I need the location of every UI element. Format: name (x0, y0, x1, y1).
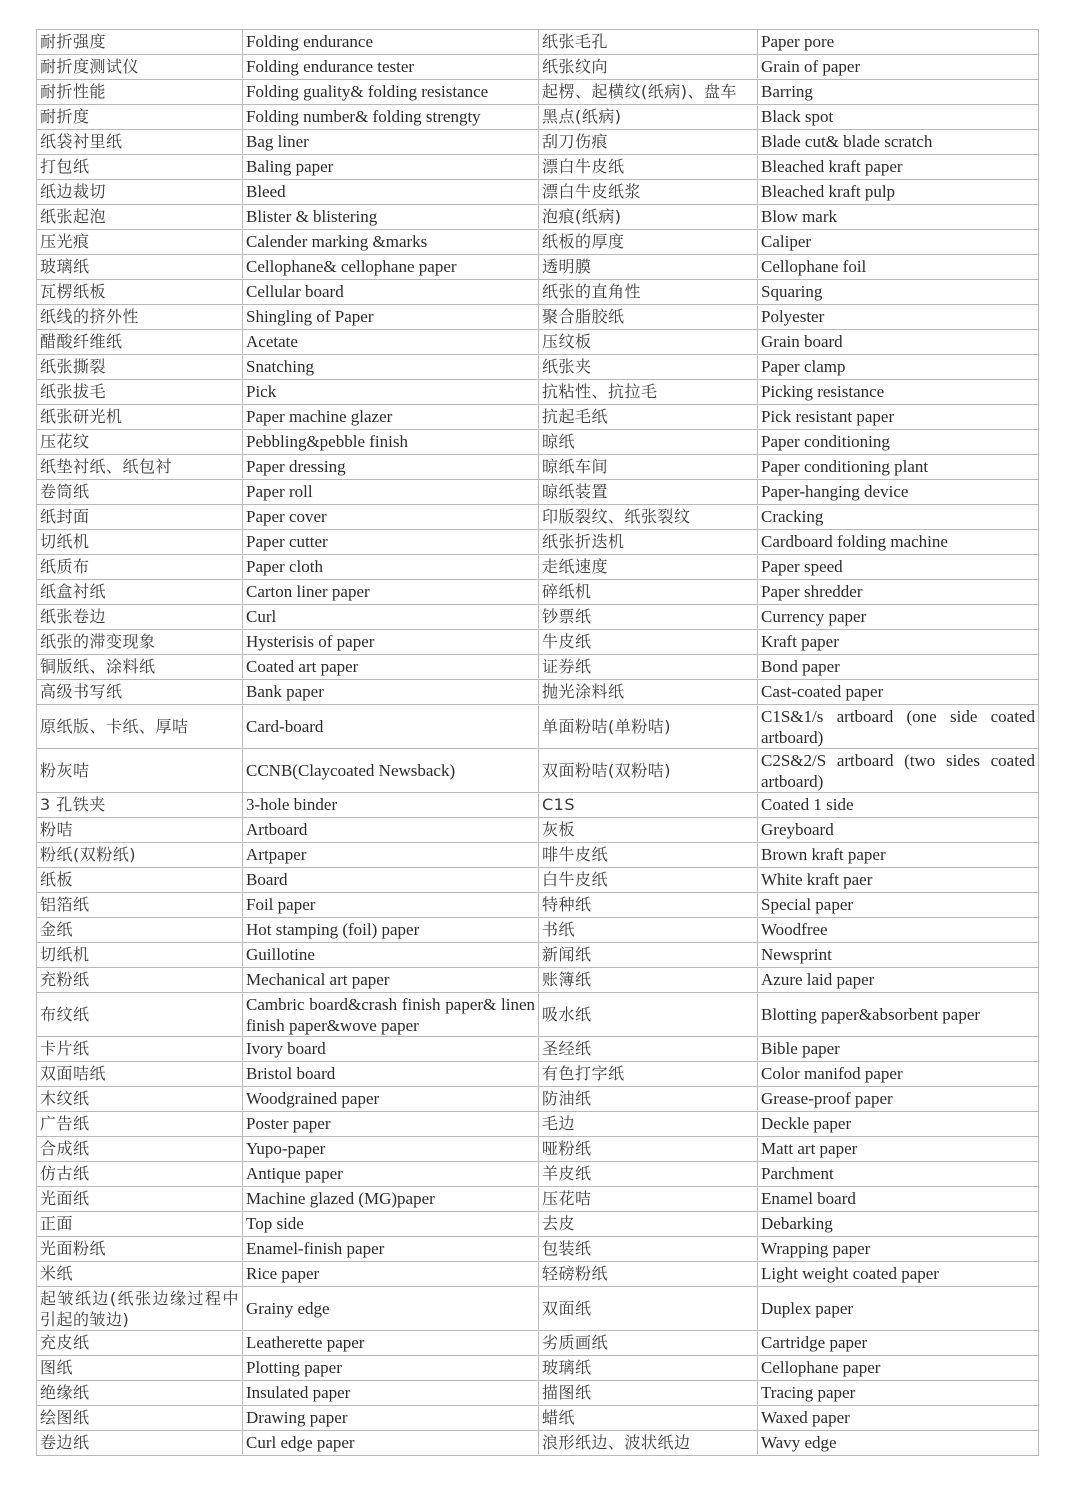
english-term-cell: Bag liner (243, 130, 539, 155)
table-row (37, 1187, 1039, 1212)
chinese-term-cell: 光面纸 (37, 1187, 243, 1212)
chinese-term-cell: 纸张撕裂 (37, 355, 243, 380)
english-term-cell: Deckle paper (758, 1112, 1039, 1137)
table-row (37, 555, 1039, 580)
english-term-cell: Greyboard (758, 818, 1039, 843)
chinese-term-cell: 漂白牛皮纸 (539, 155, 758, 180)
chinese-term-cell: 仿古纸 (37, 1162, 243, 1187)
chinese-term-cell: 白牛皮纸 (539, 868, 758, 893)
english-term-cell: Coated art paper (243, 655, 539, 680)
english-term-cell: C1S&1/s artboard (one side coated artboard) (758, 705, 1039, 749)
english-term-cell: Folding endurance (243, 30, 539, 55)
chinese-term-cell: 蜡纸 (539, 1406, 758, 1431)
chinese-term-cell: 铝箔纸 (37, 893, 243, 918)
chinese-term-cell: 透明膜 (539, 255, 758, 280)
chinese-term-cell: 光面粉纸 (37, 1237, 243, 1262)
table-row (37, 30, 1039, 55)
chinese-term-cell: 布纹纸 (37, 993, 243, 1037)
chinese-term-cell: 压光痕 (37, 230, 243, 255)
chinese-term-cell: 3 孔铁夹 (37, 793, 243, 818)
chinese-term-cell: 卷边纸 (37, 1431, 243, 1456)
table-row (37, 943, 1039, 968)
table-row (37, 818, 1039, 843)
english-term-cell: CCNB(Claycoated Newsback) (243, 749, 539, 793)
english-term-cell: Shingling of Paper (243, 305, 539, 330)
chinese-term-cell: 印版裂纹、纸张裂纹 (539, 505, 758, 530)
table-row (37, 868, 1039, 893)
table-row (37, 580, 1039, 605)
english-term-cell: Blister & blistering (243, 205, 539, 230)
chinese-term-cell: 纸张的滞变现象 (37, 630, 243, 655)
english-term-cell: Hysterisis of paper (243, 630, 539, 655)
chinese-term-cell: 绝缘纸 (37, 1381, 243, 1406)
english-term-cell: Paper cloth (243, 555, 539, 580)
table-row (37, 793, 1039, 818)
table-row (37, 405, 1039, 430)
chinese-term-cell: 浪形纸边、波状纸边 (539, 1431, 758, 1456)
table-row (37, 455, 1039, 480)
english-term-cell: Light weight coated paper (758, 1262, 1039, 1287)
english-term-cell: Wavy edge (758, 1431, 1039, 1456)
table-row (37, 1431, 1039, 1456)
chinese-term-cell: 纸张的直角性 (539, 280, 758, 305)
english-term-cell: Paper pore (758, 30, 1039, 55)
table-row (37, 355, 1039, 380)
chinese-term-cell: 玻璃纸 (37, 255, 243, 280)
chinese-term-cell: 起楞、起横纹(纸病)、盘车 (539, 80, 758, 105)
chinese-term-cell: 晾纸 (539, 430, 758, 455)
chinese-term-cell: 玻璃纸 (539, 1356, 758, 1381)
chinese-term-cell: 纸张研光机 (37, 405, 243, 430)
english-term-cell: Color manifod paper (758, 1062, 1039, 1087)
table-row (37, 1087, 1039, 1112)
chinese-term-cell: 吸水纸 (539, 993, 758, 1037)
english-term-cell: Currency paper (758, 605, 1039, 630)
chinese-term-cell: 聚合脂胶纸 (539, 305, 758, 330)
english-term-cell: Paper clamp (758, 355, 1039, 380)
chinese-term-cell: 卷筒纸 (37, 480, 243, 505)
chinese-term-cell: 新闻纸 (539, 943, 758, 968)
table-row (37, 1062, 1039, 1087)
english-term-cell: Newsprint (758, 943, 1039, 968)
chinese-term-cell: 压纹板 (539, 330, 758, 355)
chinese-term-cell: 证券纸 (539, 655, 758, 680)
english-term-cell: Black spot (758, 105, 1039, 130)
table-row (37, 155, 1039, 180)
english-term-cell: Card-board (243, 705, 539, 749)
chinese-term-cell: 压花纹 (37, 430, 243, 455)
english-term-cell: Folding guality& folding resistance (243, 80, 539, 105)
chinese-term-cell: 纸袋衬里纸 (37, 130, 243, 155)
table-row (37, 1356, 1039, 1381)
english-term-cell: Woodfree (758, 918, 1039, 943)
english-term-cell: C2S&2/S artboard (two sides coated artboard) (758, 749, 1039, 793)
table-row (37, 705, 1039, 749)
chinese-term-cell: 黑点(纸病) (539, 105, 758, 130)
english-term-cell: Kraft paper (758, 630, 1039, 655)
english-term-cell: Paper shredder (758, 580, 1039, 605)
english-term-cell: Guillotine (243, 943, 539, 968)
chinese-term-cell: 纸板的厚度 (539, 230, 758, 255)
table-row (37, 230, 1039, 255)
english-term-cell: Carton liner paper (243, 580, 539, 605)
chinese-term-cell: 双面咭纸 (37, 1062, 243, 1087)
table-row (37, 80, 1039, 105)
english-term-cell: Cambric board&crash finish paper& linen finish paper&wove paper (243, 993, 539, 1037)
table-row (37, 1406, 1039, 1431)
table-row (37, 1262, 1039, 1287)
table-row (37, 1162, 1039, 1187)
chinese-term-cell: 去皮 (539, 1212, 758, 1237)
table-row (37, 1381, 1039, 1406)
chinese-term-cell: 单面粉咭(单粉咭) (539, 705, 758, 749)
chinese-term-cell: 包装纸 (539, 1237, 758, 1262)
english-term-cell: Cellophane paper (758, 1356, 1039, 1381)
chinese-term-cell: 压花咭 (539, 1187, 758, 1212)
english-term-cell: Coated 1 side (758, 793, 1039, 818)
english-term-cell: White kraft paer (758, 868, 1039, 893)
glossary-body (37, 30, 1039, 1456)
english-term-cell: Brown kraft paper (758, 843, 1039, 868)
english-term-cell: Drawing paper (243, 1406, 539, 1431)
english-term-cell: Antique paper (243, 1162, 539, 1187)
english-term-cell: Curl edge paper (243, 1431, 539, 1456)
chinese-term-cell: 啡牛皮纸 (539, 843, 758, 868)
english-term-cell: Enamel board (758, 1187, 1039, 1212)
english-term-cell: Paper conditioning plant (758, 455, 1039, 480)
english-term-cell: Curl (243, 605, 539, 630)
english-term-cell: Blotting paper&absorbent paper (758, 993, 1039, 1037)
chinese-term-cell: 纸张纹向 (539, 55, 758, 80)
chinese-term-cell: 劣质画纸 (539, 1331, 758, 1356)
english-term-cell: Ivory board (243, 1037, 539, 1062)
chinese-term-cell: 耐折性能 (37, 80, 243, 105)
english-term-cell: Yupo-paper (243, 1137, 539, 1162)
chinese-term-cell: 切纸机 (37, 943, 243, 968)
table-row (37, 968, 1039, 993)
chinese-term-cell: 正面 (37, 1212, 243, 1237)
chinese-term-cell: 纸张折迭机 (539, 530, 758, 555)
chinese-term-cell: 铜版纸、涂料纸 (37, 655, 243, 680)
chinese-term-cell: 漂白牛皮纸浆 (539, 180, 758, 205)
table-row (37, 1212, 1039, 1237)
english-term-cell: Bristol board (243, 1062, 539, 1087)
english-term-cell: Barring (758, 80, 1039, 105)
english-term-cell: Grain of paper (758, 55, 1039, 80)
english-term-cell: Foil paper (243, 893, 539, 918)
chinese-term-cell: 粉纸(双粉纸) (37, 843, 243, 868)
chinese-term-cell: 纸张夹 (539, 355, 758, 380)
chinese-term-cell: 耐折强度 (37, 30, 243, 55)
english-term-cell: Grainy edge (243, 1287, 539, 1331)
chinese-term-cell: 纸盒衬纸 (37, 580, 243, 605)
table-row (37, 280, 1039, 305)
english-term-cell: Paper-hanging device (758, 480, 1039, 505)
english-term-cell: Hot stamping (foil) paper (243, 918, 539, 943)
chinese-term-cell: 广告纸 (37, 1112, 243, 1137)
english-term-cell: Paper machine glazer (243, 405, 539, 430)
table-row (37, 205, 1039, 230)
english-term-cell: Grease-proof paper (758, 1087, 1039, 1112)
chinese-term-cell: 特种纸 (539, 893, 758, 918)
chinese-term-cell: 晾纸装置 (539, 480, 758, 505)
english-term-cell: Grain board (758, 330, 1039, 355)
table-row (37, 380, 1039, 405)
table-row (37, 505, 1039, 530)
chinese-term-cell: 走纸速度 (539, 555, 758, 580)
chinese-term-cell: 粉灰咭 (37, 749, 243, 793)
chinese-term-cell: 刮刀伤痕 (539, 130, 758, 155)
chinese-term-cell: 轻磅粉纸 (539, 1262, 758, 1287)
table-row (37, 130, 1039, 155)
chinese-term-cell: 羊皮纸 (539, 1162, 758, 1187)
english-term-cell: Bank paper (243, 680, 539, 705)
chinese-term-cell: 切纸机 (37, 530, 243, 555)
english-term-cell: Poster paper (243, 1112, 539, 1137)
table-row (37, 993, 1039, 1037)
english-term-cell: Tracing paper (758, 1381, 1039, 1406)
english-term-cell: Parchment (758, 1162, 1039, 1187)
chinese-term-cell: 晾纸车间 (539, 455, 758, 480)
table-row (37, 330, 1039, 355)
table-row (37, 749, 1039, 793)
english-term-cell: Insulated paper (243, 1381, 539, 1406)
chinese-term-cell: 图纸 (37, 1356, 243, 1381)
table-row (37, 1137, 1039, 1162)
chinese-term-cell: 耐折度测试仪 (37, 55, 243, 80)
table-row (37, 480, 1039, 505)
chinese-term-cell: 纸线的挤外性 (37, 305, 243, 330)
table-row (37, 1287, 1039, 1331)
table-row (37, 605, 1039, 630)
english-term-cell: Special paper (758, 893, 1039, 918)
table-row (37, 630, 1039, 655)
chinese-term-cell: 钞票纸 (539, 605, 758, 630)
chinese-term-cell: 哑粉纸 (539, 1137, 758, 1162)
english-term-cell: Leatherette paper (243, 1331, 539, 1356)
table-row (37, 1331, 1039, 1356)
chinese-term-cell: 描图纸 (539, 1381, 758, 1406)
english-term-cell: Top side (243, 1212, 539, 1237)
chinese-term-cell: 抛光涂料纸 (539, 680, 758, 705)
chinese-term-cell: 泡痕(纸病) (539, 205, 758, 230)
table-row (37, 843, 1039, 868)
chinese-term-cell: 绘图纸 (37, 1406, 243, 1431)
chinese-term-cell: 牛皮纸 (539, 630, 758, 655)
english-term-cell: Blade cut& blade scratch (758, 130, 1039, 155)
chinese-term-cell: 防油纸 (539, 1087, 758, 1112)
english-term-cell: Cast-coated paper (758, 680, 1039, 705)
english-term-cell: Snatching (243, 355, 539, 380)
chinese-term-cell: 圣经纸 (539, 1037, 758, 1062)
chinese-term-cell: 纸垫衬纸、纸包衬 (37, 455, 243, 480)
english-term-cell: Paper roll (243, 480, 539, 505)
english-term-cell: Blow mark (758, 205, 1039, 230)
english-term-cell: Bleed (243, 180, 539, 205)
english-term-cell: Paper cutter (243, 530, 539, 555)
english-term-cell: Bleached kraft paper (758, 155, 1039, 180)
english-term-cell: Cartridge paper (758, 1331, 1039, 1356)
english-term-cell: Cracking (758, 505, 1039, 530)
english-term-cell: Rice paper (243, 1262, 539, 1287)
english-term-cell: Squaring (758, 280, 1039, 305)
chinese-term-cell: 醋酸纤维纸 (37, 330, 243, 355)
table-row (37, 255, 1039, 280)
english-term-cell: Paper speed (758, 555, 1039, 580)
table-row (37, 1112, 1039, 1137)
chinese-term-cell: 纸封面 (37, 505, 243, 530)
table-row (37, 530, 1039, 555)
english-term-cell: Paper cover (243, 505, 539, 530)
table-row (37, 430, 1039, 455)
english-term-cell: Folding number& folding strengty (243, 105, 539, 130)
english-term-cell: Mechanical art paper (243, 968, 539, 993)
chinese-term-cell: 充皮纸 (37, 1331, 243, 1356)
table-row (37, 680, 1039, 705)
chinese-term-cell: 账簿纸 (539, 968, 758, 993)
english-term-cell: Pebbling&pebble finish (243, 430, 539, 455)
english-term-cell: Paper conditioning (758, 430, 1039, 455)
english-term-cell: Baling paper (243, 155, 539, 180)
english-term-cell: Debarking (758, 1212, 1039, 1237)
chinese-term-cell: 纸边裁切 (37, 180, 243, 205)
chinese-term-cell: 有色打字纸 (539, 1062, 758, 1087)
chinese-term-cell: 抗起毛纸 (539, 405, 758, 430)
chinese-term-cell: C1S (539, 793, 758, 818)
english-term-cell: Polyester (758, 305, 1039, 330)
english-term-cell: Folding endurance tester (243, 55, 539, 80)
english-term-cell: Caliper (758, 230, 1039, 255)
chinese-term-cell: 碎纸机 (539, 580, 758, 605)
chinese-term-cell: 米纸 (37, 1262, 243, 1287)
chinese-term-cell: 纸张起泡 (37, 205, 243, 230)
chinese-term-cell: 充粉纸 (37, 968, 243, 993)
english-term-cell: Matt art paper (758, 1137, 1039, 1162)
english-term-cell: Plotting paper (243, 1356, 539, 1381)
chinese-term-cell: 纸质布 (37, 555, 243, 580)
english-term-cell: Pick (243, 380, 539, 405)
table-row (37, 1237, 1039, 1262)
english-term-cell: Board (243, 868, 539, 893)
english-term-cell: Cellular board (243, 280, 539, 305)
english-term-cell: Duplex paper (758, 1287, 1039, 1331)
table-row (37, 918, 1039, 943)
english-term-cell: Wrapping paper (758, 1237, 1039, 1262)
chinese-term-cell: 卡片纸 (37, 1037, 243, 1062)
chinese-term-cell: 起皱纸边(纸张边缘过程中引起的皱边) (37, 1287, 243, 1331)
english-term-cell: Acetate (243, 330, 539, 355)
chinese-term-cell: 合成纸 (37, 1137, 243, 1162)
english-term-cell: Azure laid paper (758, 968, 1039, 993)
table-row (37, 180, 1039, 205)
chinese-term-cell: 打包纸 (37, 155, 243, 180)
chinese-term-cell: 高级书写纸 (37, 680, 243, 705)
english-term-cell: 3-hole binder (243, 793, 539, 818)
chinese-term-cell: 纸板 (37, 868, 243, 893)
table-row (37, 105, 1039, 130)
chinese-term-cell: 双面粉咭(双粉咭) (539, 749, 758, 793)
english-term-cell: Waxed paper (758, 1406, 1039, 1431)
chinese-term-cell: 耐折度 (37, 105, 243, 130)
chinese-term-cell: 木纹纸 (37, 1087, 243, 1112)
english-term-cell: Cellophane& cellophane paper (243, 255, 539, 280)
chinese-term-cell: 抗粘性、抗拉毛 (539, 380, 758, 405)
chinese-term-cell: 纸张卷边 (37, 605, 243, 630)
english-term-cell: Calender marking &marks (243, 230, 539, 255)
english-term-cell: Bleached kraft pulp (758, 180, 1039, 205)
english-term-cell: Machine glazed (MG)paper (243, 1187, 539, 1212)
english-term-cell: Paper dressing (243, 455, 539, 480)
english-term-cell: Artboard (243, 818, 539, 843)
paper-terms-glossary-table (36, 29, 1039, 1456)
english-term-cell: Bible paper (758, 1037, 1039, 1062)
chinese-term-cell: 灰板 (539, 818, 758, 843)
english-term-cell: Picking resistance (758, 380, 1039, 405)
chinese-term-cell: 纸张毛孔 (539, 30, 758, 55)
english-term-cell: Enamel-finish paper (243, 1237, 539, 1262)
table-row (37, 305, 1039, 330)
chinese-term-cell: 双面纸 (539, 1287, 758, 1331)
table-row (37, 655, 1039, 680)
chinese-term-cell: 书纸 (539, 918, 758, 943)
table-row (37, 1037, 1039, 1062)
english-term-cell: Woodgrained paper (243, 1087, 539, 1112)
english-term-cell: Pick resistant paper (758, 405, 1039, 430)
table-row (37, 893, 1039, 918)
english-term-cell: Cellophane foil (758, 255, 1039, 280)
english-term-cell: Artpaper (243, 843, 539, 868)
english-term-cell: Bond paper (758, 655, 1039, 680)
chinese-term-cell: 金纸 (37, 918, 243, 943)
chinese-term-cell: 原纸版、卡纸、厚咭 (37, 705, 243, 749)
chinese-term-cell: 瓦楞纸板 (37, 280, 243, 305)
table-row (37, 55, 1039, 80)
chinese-term-cell: 毛边 (539, 1112, 758, 1137)
chinese-term-cell: 纸张拔毛 (37, 380, 243, 405)
english-term-cell: Cardboard folding machine (758, 530, 1039, 555)
chinese-term-cell: 粉咭 (37, 818, 243, 843)
